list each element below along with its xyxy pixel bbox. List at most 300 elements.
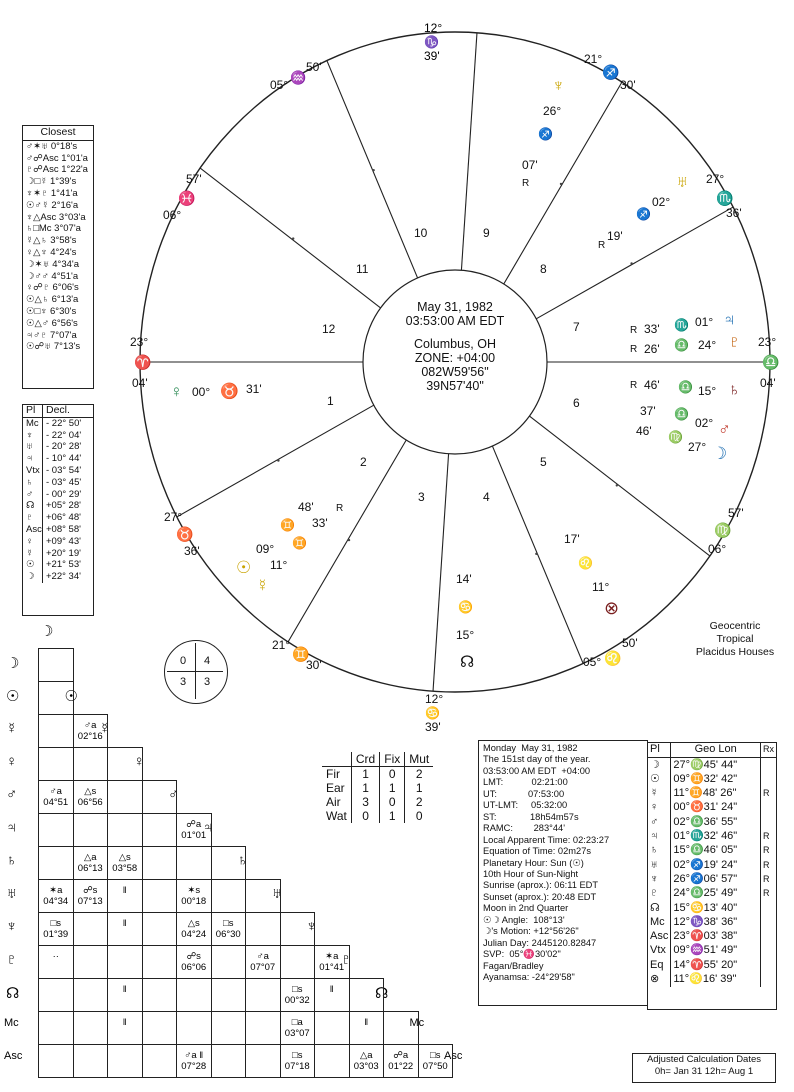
aspect-cell (176, 912, 212, 946)
cusp-12-deg: 06° (163, 208, 182, 222)
aspect-cell (73, 813, 109, 847)
aspect-cell (211, 945, 247, 979)
geo-row (648, 901, 776, 915)
fortune-deg: 11° (592, 580, 610, 594)
aspect-cell (211, 978, 247, 1012)
part-of-fortune-icon: ⊗ (604, 598, 620, 618)
decl-planet: ♄ (26, 477, 43, 489)
geo-row (648, 944, 776, 958)
fortune-min: 17' (564, 532, 580, 546)
longitude: 082W59'56" (421, 365, 489, 379)
neptune-icon: ♆ (552, 76, 565, 95)
aspect-cell (107, 912, 143, 946)
spoke-dot (372, 169, 374, 171)
aspect-cell (73, 846, 109, 880)
aspect-cell (38, 1011, 74, 1045)
aspect-cell (107, 1044, 143, 1078)
element-cell: 0 (405, 809, 434, 823)
leo-icon: ♌ (604, 650, 622, 666)
uranus-icon: ♅ (676, 172, 689, 191)
decl-planet: ☽ (26, 571, 43, 583)
cusp-dsc-min: 04' (760, 376, 776, 390)
geo-cell (761, 930, 777, 944)
closest-aspect-row: ☉☍♅ 7°13's (26, 341, 81, 353)
aspect-cell (211, 912, 247, 946)
info-line: 03:53:00 AM EDT +04:00 (483, 765, 591, 776)
aspect-cell (38, 648, 74, 682)
decl-header-pl: Pl (26, 405, 43, 417)
element-cell: 2 (405, 795, 434, 809)
mercury-icon: ☿ (256, 576, 269, 595)
aspect-cell (176, 978, 212, 1012)
aspect-cell (211, 846, 247, 880)
info-line: Moon in 2nd Quarter (483, 903, 569, 914)
aspect-grid-glyph: ♇ (6, 951, 18, 968)
geo-cell: R (761, 858, 777, 872)
cusp-5-min: 50' (622, 636, 638, 650)
declination-row (23, 500, 93, 512)
aspect-cell-text: □s 00°32 (284, 984, 310, 1006)
aspect-cell-text: ǁ (329, 984, 334, 995)
cusp-asc-min: 04' (132, 376, 148, 390)
geo-row (648, 844, 776, 858)
geo-row (648, 958, 776, 972)
gemini-icon: ♊ (292, 646, 310, 662)
north-node-icon: ☊ (460, 654, 475, 671)
declination-row (23, 512, 93, 524)
geo-cell (761, 801, 777, 815)
aspect-cell (107, 747, 143, 781)
chart-type-1: Geocentric (709, 620, 761, 632)
spoke-dot (292, 237, 294, 239)
info-line: Equation of Time: 02m27s (483, 846, 592, 857)
aspect-grid-glyph: ♂ (6, 786, 18, 803)
decl-value: - 22° 50' (46, 417, 82, 429)
cusp-2-min: 36' (184, 544, 200, 558)
libra-icon: ♎ (674, 338, 689, 352)
uranus-deg: 02° (652, 195, 671, 209)
jupiter-min: 33' (644, 322, 660, 336)
decl-value: - 00° 29' (46, 488, 82, 500)
aspect-cell-text: ☍a 01°22 (388, 1050, 414, 1072)
info-line: Planetary Hour: Sun (☉) (483, 857, 584, 868)
leo-icon: ♌ (578, 556, 593, 570)
aspect-cell (383, 1011, 419, 1045)
jupiter-icon: ♃ (723, 310, 736, 329)
info-box (478, 740, 648, 1006)
aspect-cell (349, 1011, 385, 1045)
geo-row (648, 873, 776, 887)
aspect-cell-text: ♂a 07°07 (250, 951, 276, 973)
house-3: 3 (418, 490, 425, 504)
gemini-icon: ♊ (292, 536, 307, 550)
decl-value: +09° 43' (46, 535, 81, 547)
geo-row (648, 887, 776, 901)
aspect-cell-text: ✶a 04°34 (43, 885, 69, 907)
house-8: 8 (540, 262, 547, 276)
aspect-cell-text: ǁ (122, 984, 127, 995)
element-cell: 0 (351, 809, 379, 823)
saturn-min: 46' (644, 378, 660, 392)
closest-aspect-row: ♆✶♇ 1°41'a (26, 187, 78, 199)
element-cell: Ear (326, 781, 345, 795)
geo-cell: ⊗ (648, 973, 671, 987)
libra-icon: ♎ (674, 407, 689, 421)
cusp-asc-deg: 23° (130, 335, 149, 349)
closest-aspect-row: ♃♂♇ 7°07'a (26, 329, 77, 341)
element-cell: 0 (380, 795, 405, 809)
aspect-cell (245, 1044, 281, 1078)
venus-icon: ♀ (170, 382, 183, 401)
geo-row (648, 973, 776, 987)
aspect-cell (73, 780, 109, 814)
aspect-grid-diag-glyph: ☽ (40, 623, 54, 640)
mars-min: 37' (640, 404, 656, 418)
closest-aspects-box (22, 125, 94, 389)
aspect-cell (176, 945, 212, 979)
geo-cell: 11°♊48' 26" (673, 787, 737, 800)
aspect-cell (314, 945, 350, 979)
cusp-8-deg: 27° (706, 172, 725, 186)
info-line: ST: 18h54m57s (483, 811, 579, 822)
geo-cell (761, 758, 777, 773)
element-cell: Fir (322, 767, 351, 782)
aspect-cell (107, 978, 143, 1012)
geo-cell: R (761, 787, 777, 801)
info-line: Local Apparent Time: 02:23:27 (483, 834, 610, 845)
geo-cell: 02°♐19' 24" (673, 858, 738, 871)
aspect-cell (38, 879, 74, 913)
geo-cell (761, 958, 777, 972)
zone: ZONE: +04:00 (414, 351, 496, 365)
geo-row (648, 787, 776, 801)
pluto-deg: 24° (698, 338, 717, 352)
aspect-grid-glyph: ♀ (6, 753, 18, 770)
geo-h-pl: Pl (648, 743, 671, 758)
geo-cell: 01°♏32' 46" (673, 830, 738, 843)
virgo-icon: ♍ (668, 430, 683, 444)
aspect-grid-diag-glyph: Mc (409, 1017, 425, 1029)
aspect-grid-diag-glyph: Asc (444, 1050, 463, 1062)
decl-planet: Asc (26, 523, 42, 535)
aspect-cell (314, 1044, 350, 1078)
aspect-cell-text: △s 04°24 (181, 918, 207, 940)
aspect-cell-text: ♂a 04°51 (43, 786, 69, 808)
aspect-cell (176, 846, 212, 880)
element-cell: 0 (380, 767, 405, 782)
declination-row (23, 430, 93, 442)
spoke-dot (535, 553, 537, 555)
aspect-cell-text: △a 06°13 (77, 852, 103, 874)
neptune-deg: 26° (543, 104, 562, 118)
declination-row (23, 524, 93, 536)
cusp-2-deg: 27° (164, 510, 183, 524)
pisces-icon: ♓ (178, 190, 196, 206)
declination-row (23, 571, 93, 583)
closest-aspect-row: ♆△Asc 3°03'a (26, 211, 86, 223)
closest-aspect-row: ☉♂☿ 2°16'a (26, 199, 79, 211)
birth-time: 03:53:00 AM EDT (405, 314, 505, 328)
aspect-cell (142, 846, 178, 880)
element-cell: Wat (326, 809, 347, 823)
geo-row (648, 858, 776, 872)
aspect-cell-text: ǁ (122, 1017, 127, 1028)
closest-aspect-row: ☉△♄ 6°13'a (26, 294, 79, 306)
cusp-mc: 12° ♑ 39' (424, 21, 443, 63)
aspect-cell-text: △s 06°56 (77, 786, 103, 808)
geo-cell: 26°♐06' 57" (673, 872, 738, 885)
aspect-grid-diag-glyph: ♀ (133, 753, 145, 770)
spoke-dot (616, 484, 618, 486)
aspect-grid-glyph: ♃ (6, 819, 18, 836)
declination-row (23, 477, 93, 489)
libra-icon: ♎ (762, 354, 780, 370)
aspect-cell (107, 1011, 143, 1045)
geo-cell: 14°♈55' 20" (673, 958, 738, 971)
aspect-cell (142, 912, 178, 946)
info-line: Sunset (aprox.): 20:48 EDT (483, 891, 597, 902)
aspect-cell (418, 1044, 454, 1078)
moon-deg: 27° (688, 440, 707, 454)
aspect-cell (107, 813, 143, 847)
aspect-cell-text: □s 07°50 (422, 1050, 448, 1072)
aspect-cell (245, 1011, 281, 1045)
aspect-cell-text: ǁ (122, 885, 127, 896)
aspect-cell-text: ♂a ǁ 07°28 (181, 1050, 207, 1072)
aspect-cell-text: □s 07°18 (284, 1050, 310, 1072)
saturn-icon: ♄ (728, 380, 741, 399)
decl-header-decl: Decl. (46, 404, 70, 416)
aries-icon: ♈ (134, 354, 152, 370)
cancer-icon: ♋ (458, 600, 473, 614)
aspect-cell (211, 1044, 247, 1078)
aspect-grid-glyph: ♅ (6, 885, 18, 902)
aspect-cell (73, 912, 109, 946)
aspect-cell-text: ·· (52, 951, 59, 962)
closest-aspect-row: ♂☍Asc 1°01'a (26, 152, 88, 164)
aspect-cell-text: ǁ (122, 918, 127, 929)
house-cusp-line (327, 61, 418, 278)
closest-aspect-row: ♀☍♇ 6°06's (26, 282, 79, 294)
sagittarius-icon: ♐ (538, 127, 553, 141)
taurus-icon: ♉ (220, 383, 239, 400)
geo-cell: ☽ (648, 758, 671, 773)
geo-cell: 27°♍45' 44" (671, 758, 761, 773)
house-cusp-line (492, 446, 583, 663)
quadrant-2: 4 (204, 655, 211, 667)
geo-row (648, 930, 776, 944)
scorpio-icon: ♏ (674, 318, 689, 332)
info-line: ☽'s Motion: +12°56'26" (483, 926, 579, 937)
aspect-cell-text: ǁ (364, 1017, 369, 1028)
aspect-grid-glyph: ☉ (6, 688, 20, 705)
chart-type-3: Placidus Houses (695, 646, 775, 658)
aspect-cell (38, 747, 74, 781)
aspect-cell-text: △s 03°58 (112, 852, 138, 874)
aspect-cell (349, 978, 385, 1012)
node-deg: 15° (456, 628, 475, 642)
aspect-cell (73, 747, 109, 781)
declination-row (23, 559, 93, 571)
decl-planet: ☊ (26, 500, 43, 512)
house-6: 6 (573, 396, 580, 410)
element-cell: 2 (405, 767, 434, 782)
aspect-cell (142, 1044, 178, 1078)
aspect-cell (38, 714, 74, 748)
decl-value: +20° 19' (46, 547, 81, 559)
cusp-11-min: 50' (306, 60, 322, 74)
element-cell: 1 (351, 781, 379, 795)
decl-planet: Vtx (26, 465, 43, 477)
house-7: 7 (573, 320, 580, 334)
aspect-grid-diag-glyph: ♅ (271, 885, 283, 902)
latitude: 39N57'40" (426, 379, 484, 393)
aspect-cell (280, 1011, 316, 1045)
aspect-cell (73, 714, 109, 748)
closest-aspect-row: ♀△♆ 4°24's (26, 246, 77, 258)
aspect-cell (383, 1044, 419, 1078)
closest-aspect-row: ♄□Mc 3°07'a (26, 223, 81, 235)
geo-cell: 02°♎36' 55" (673, 815, 738, 828)
geo-cell: Eq (648, 958, 671, 972)
geo-row (648, 758, 776, 773)
geo-cell: R (761, 873, 777, 887)
aquarius-icon: ♒ (290, 70, 307, 85)
info-line: Fagan/Bradley (483, 960, 544, 971)
decl-value: +22° 34' (46, 571, 81, 583)
mars-icon: ♂ (718, 420, 731, 439)
cusp-dsc-deg: 23° (758, 335, 777, 349)
geo-cell (761, 773, 777, 787)
aspect-cell (107, 780, 143, 814)
aspect-cell (38, 813, 74, 847)
elem-h1: Crd (351, 752, 379, 767)
taurus-icon: ♉ (176, 526, 194, 542)
quadrant-1: 0 (180, 655, 187, 667)
house-1: 1 (327, 394, 334, 408)
aspect-grid-glyph: ☽ (6, 655, 20, 672)
decl-planet: ♀ (26, 536, 43, 548)
house-cusp-line (200, 168, 380, 308)
decl-value: - 03° 45' (46, 476, 82, 488)
geo-cell: ♆ (648, 873, 671, 887)
aspect-grid-diag-glyph: ☿ (99, 720, 111, 737)
cusp-6-min: 57' (728, 506, 744, 520)
saturn-rx: R (630, 380, 638, 391)
aspect-cell (107, 879, 143, 913)
chart-center-info (395, 300, 515, 393)
geo-cell: 15°♋13' 40" (673, 901, 738, 914)
aspect-grid-diag-glyph: ♄ (237, 852, 249, 869)
sagittarius-icon: ♐ (602, 64, 620, 80)
geo-cell: Vtx (648, 944, 671, 958)
closest-aspect-row: ☽♂♂ 4°51'a (26, 270, 79, 282)
sun-icon: ☉ (236, 558, 252, 577)
geo-cell: 09°♊32' 42" (673, 772, 738, 785)
aspect-cell (245, 879, 281, 913)
sun-deg: 09° (256, 542, 275, 556)
geo-cell: ♂ (648, 815, 671, 829)
aspect-cell (38, 846, 74, 880)
aspect-grid-diag-glyph: ♃ (202, 819, 214, 836)
elem-h2: Fix (380, 752, 405, 767)
aspect-grid-diag-glyph: ♆ (306, 918, 318, 935)
declination-row (23, 489, 93, 501)
mars-deg: 02° (695, 416, 714, 430)
decl-value: - 10° 44' (46, 453, 82, 465)
aspect-cell (176, 813, 212, 847)
closest-aspect-row: ♂✶♅ 0°18's (26, 140, 78, 152)
geo-cell (761, 901, 777, 915)
chart-type (690, 620, 780, 659)
pluto-min: 26' (644, 342, 660, 356)
aspect-cell (38, 1044, 74, 1078)
aspect-grid-glyph: ☿ (6, 720, 18, 737)
info-line: UT: 07:53:00 (483, 788, 565, 799)
declination-row (23, 418, 93, 430)
declination-row (23, 536, 93, 548)
aspect-grid-glyph: Mc (4, 1017, 19, 1029)
geo-cell (761, 973, 777, 987)
house-5: 5 (540, 455, 547, 469)
closest-aspect-row: ☿△♄ 3°58's (26, 235, 77, 247)
decl-value: +05° 28' (46, 500, 81, 512)
aspect-cell (280, 912, 316, 946)
aspect-cell-text: □a 03°07 (284, 1017, 310, 1039)
decl-value: +06° 48' (46, 512, 81, 524)
aspect-cell (176, 879, 212, 913)
declination-row (23, 465, 93, 477)
spoke-dot (560, 183, 562, 185)
info-line: 10th Hour of Sun-Night (483, 868, 579, 879)
cusp-ic: 12° ♋ 39' (425, 692, 444, 734)
info-line: Monday May 31, 1982 (483, 743, 578, 753)
declination-row (23, 441, 93, 453)
venus-min: 31' (246, 382, 262, 396)
aspect-cell-text: ✶a 01°41 (319, 951, 345, 973)
element-cell: 1 (380, 809, 405, 823)
aspect-cell (73, 1011, 109, 1045)
cusp-8-min: 36' (726, 206, 742, 220)
cusp-11-deg: 05° (270, 78, 289, 92)
aspect-cell (73, 945, 109, 979)
geo-cell: ♇ (648, 887, 671, 901)
neptune-rx: R (522, 178, 530, 189)
info-line: Ayanamsa: -24°29'58" (483, 972, 575, 983)
house-4: 4 (483, 490, 490, 504)
elem-h3: Mut (405, 752, 434, 767)
aspect-cell-text: △a 03°03 (353, 1050, 379, 1072)
sagittarius-icon: ♐ (636, 207, 651, 221)
aspect-cell-text: ☍a 01°01 (181, 819, 207, 841)
geo-cell (761, 815, 777, 829)
spoke-dot (277, 459, 279, 461)
aspect-grid-glyph: ♆ (6, 918, 18, 935)
geo-cell: ☊ (648, 901, 671, 915)
info-line: UT-LMT: 05:32:00 (483, 800, 568, 811)
decl-planet: ♂ (26, 489, 43, 501)
aspect-cell (38, 681, 74, 715)
info-line: RAMC: 283°44' (483, 823, 565, 834)
mercury-min: 48' (298, 500, 314, 514)
aspect-grid-diag-glyph: ♂ (168, 786, 180, 803)
aspect-cell-text: □s 06°30 (215, 918, 241, 940)
element-cell: 1 (380, 781, 405, 795)
birth-date: May 31, 1982 (417, 300, 493, 314)
geo-cell: 00°♉31' 24" (673, 801, 738, 814)
closest-aspect-row: ♇☍Asc 1°22'a (26, 164, 88, 176)
chart-type-2: Tropical (716, 633, 754, 645)
